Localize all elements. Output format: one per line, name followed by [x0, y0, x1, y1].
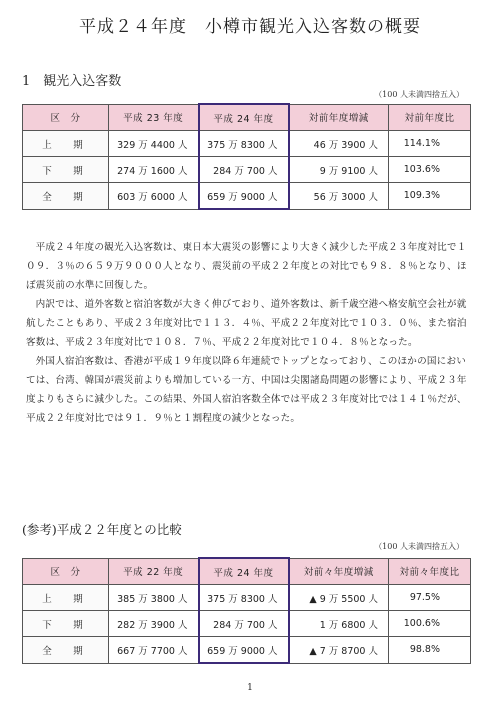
cell-diff: ▲ 9 万 5500 人 — [289, 585, 389, 611]
cell-ratio: 100.6% — [389, 611, 471, 637]
cell-prev: 274 万 1600 人 — [109, 157, 199, 183]
cell-ratio: 103.6% — [389, 157, 471, 183]
header-curr-year: 平成 24 年度 — [199, 104, 289, 131]
section1-unit-note: （100 人未満四捨五入） — [374, 90, 464, 99]
header-prev-year: 平成 23 年度 — [109, 104, 199, 131]
section1-heading: 1 観光入込客数 — [22, 74, 122, 89]
header-diff: 対前年度増減 — [289, 104, 389, 131]
cell-diff: ▲ 7 万 8700 人 — [289, 637, 389, 664]
section2-heading: (参考)平成２２年度との比較 — [22, 522, 182, 537]
header-ratio: 対前々年度比 — [389, 558, 471, 585]
row-label: 全 期 — [23, 183, 109, 210]
header-prev-year: 平成 22 年度 — [109, 558, 199, 585]
table-row — [23, 585, 471, 611]
table-row — [23, 183, 471, 210]
table-header-row — [23, 104, 471, 131]
section2-unit-note: （100 人未満四捨五入） — [374, 542, 464, 551]
table-row — [23, 131, 471, 157]
cell-diff: 1 万 6800 人 — [289, 611, 389, 637]
row-label: 全 期 — [23, 637, 109, 664]
cell-diff: 9 万 9100 人 — [289, 157, 389, 183]
page-title: 平成２４年度 小樽市観光入込客数の概要 — [79, 17, 421, 37]
cell-curr: 284 万 700 人 — [199, 157, 289, 183]
header-category: 区 分 — [23, 558, 109, 585]
cell-curr: 375 万 8300 人 — [199, 131, 289, 157]
cell-curr: 659 万 9000 人 — [199, 183, 289, 210]
comparison-table — [22, 557, 471, 664]
row-label: 下 期 — [23, 157, 109, 183]
cell-diff: 56 万 3000 人 — [289, 183, 389, 210]
cell-prev: 329 万 4400 人 — [109, 131, 199, 157]
header-diff: 対前々年度増減 — [289, 558, 389, 585]
row-label: 上 期 — [23, 585, 109, 611]
cell-ratio: 97.5% — [389, 585, 471, 611]
cell-diff: 46 万 3900 人 — [289, 131, 389, 157]
cell-ratio: 114.1% — [389, 131, 471, 157]
table-header-row — [23, 558, 471, 585]
cell-prev: 603 万 6000 人 — [109, 183, 199, 210]
cell-prev: 385 万 3800 人 — [109, 585, 199, 611]
table-row — [23, 611, 471, 637]
table-row — [23, 637, 471, 664]
visitor-table — [22, 103, 471, 210]
cell-ratio: 109.3% — [389, 183, 471, 210]
cell-curr: 375 万 8300 人 — [199, 585, 289, 611]
summary-text — [26, 238, 474, 428]
row-label: 下 期 — [23, 611, 109, 637]
header-ratio: 対前年度比 — [389, 104, 471, 131]
cell-curr: 284 万 700 人 — [199, 611, 289, 637]
paragraph: 内訳では、道外客数と宿泊客数が大きく伸びており、道外客数は、新千歳空港へ格安航空会社が就航したこともあり、平成２３年度対比で１１３．４％、平成２２年度対比で１０３．０％、また宿泊客数は、平成２３年度対比で１０８．７％、平成２２年度対比で１０４．８％となった。 — [26, 299, 467, 348]
page-number: 1 — [247, 683, 253, 693]
paragraph: 平成２４年度の観光入込客数は、東日本大震災の影響により大きく減少した平成２３年度対比で１０９．３％の６５９万９０００人となり、震災前の平成２２年度との対比でも９８．８％となり、ほぼ震災前の水準に回復した。 — [26, 242, 467, 291]
cell-prev: 282 万 3900 人 — [109, 611, 199, 637]
table-row — [23, 157, 471, 183]
cell-curr: 659 万 9000 人 — [199, 637, 289, 664]
header-curr-year: 平成 24 年度 — [199, 558, 289, 585]
row-label: 上 期 — [23, 131, 109, 157]
paragraph: 外国人宿泊客数は、香港が平成１９年度以降６年連続でトップとなっており、このほかの国においては、台湾、韓国が震災前よりも増加している一方、中国は尖閣諸島問題の影響により、平成２３年度よりもさらに減少した。この結果、外国人宿泊客数全体では平成２３年度対比では１４１％だが、平成２２年度対比では９１．９％と１割程度の減少となった。 — [26, 356, 467, 424]
cell-prev: 667 万 7700 人 — [109, 637, 199, 664]
cell-ratio: 98.8% — [389, 637, 471, 664]
header-category: 区 分 — [23, 104, 109, 131]
